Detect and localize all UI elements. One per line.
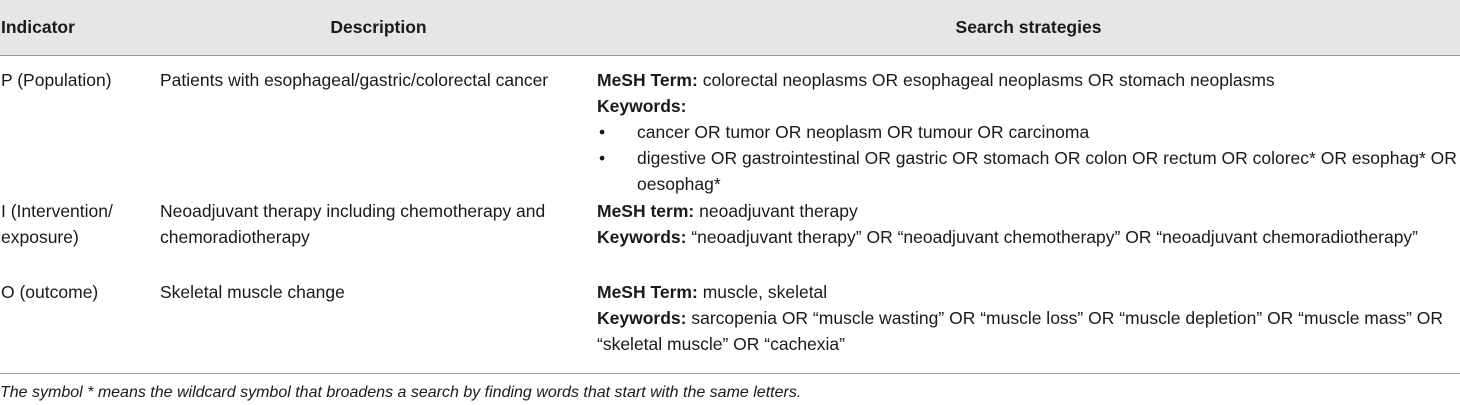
keywords-label: Keywords: (597, 95, 687, 116)
keyword-bullet-item (597, 119, 1460, 145)
keywords-label: Keywords: (597, 226, 687, 247)
table-header (0, 0, 1460, 55)
bullet-icon: • (599, 147, 606, 168)
indicator-cell: O (outcome) (0, 278, 160, 374)
keywords-line (597, 93, 1460, 119)
search-strategy-cell (597, 278, 1460, 374)
description-cell: Skeletal muscle change (160, 278, 597, 374)
keyword-bullet-item (597, 145, 1460, 197)
mesh-term-value: colorectal neoplasms OR esophageal neoplasms OR stomach neoplasms (702, 69, 1275, 90)
mesh-term-line (597, 67, 1460, 93)
mesh-term-line (597, 198, 1460, 224)
keywords-line (597, 305, 1460, 357)
mesh-term-label: MeSH Term: (597, 69, 698, 90)
mesh-term-value: neoadjuvant therapy (699, 200, 858, 221)
header-search-strategies: Search strategies (597, 0, 1460, 55)
keyword-bullet-text: cancer OR tumor OR neoplasm OR tumour OR carcinoma (637, 121, 1090, 142)
table-row-outcome (0, 278, 1460, 374)
table-body (0, 55, 1460, 374)
search-strategy-cell (597, 197, 1460, 278)
keyword-bullet-text: digestive OR gastrointestinal OR gastric OR stomach OR colon OR rectum OR colorec* OR esophag* OR oesophag* (637, 147, 1457, 194)
table-row-intervention (0, 197, 1460, 278)
description-cell: Neoadjuvant therapy including chemotherapy and chemoradiotherapy (160, 200, 546, 247)
header-indicator: Indicator (0, 0, 160, 55)
keywords-label: Keywords: (597, 307, 687, 328)
bullet-icon: • (599, 121, 606, 142)
indicator-cell: I (Intervention/ exposure) (1, 200, 113, 247)
indicator-cell: P (Population) (1, 69, 112, 90)
header-description: Description (160, 0, 597, 55)
keywords-line (597, 224, 1460, 250)
search-strategy-cell (597, 55, 1460, 197)
mesh-term-label: MeSH term: (597, 200, 695, 221)
table-footnote: The symbol * means the wildcard symbol that broadens a search by finding words that start with the same letters. (0, 384, 802, 401)
keywords-value: sarcopenia OR “muscle wasting” OR “muscle loss” OR “muscle depletion” OR “muscle mass” OR “skeletal muscle” OR “cachexia” (597, 307, 1444, 354)
mesh-term-line (597, 279, 1460, 305)
description-cell: Patients with esophageal/gastric/colorectal cancer (160, 69, 549, 90)
keywords-value: “neoadjuvant therapy” OR “neoadjuvant chemotherapy” OR “neoadjuvant chemoradiotherapy” (691, 226, 1419, 247)
mesh-term-label: MeSH Term: (597, 281, 698, 302)
mesh-term-value: muscle, skeletal (702, 281, 828, 302)
table-row-population (0, 55, 1460, 197)
header-row (0, 0, 1460, 55)
